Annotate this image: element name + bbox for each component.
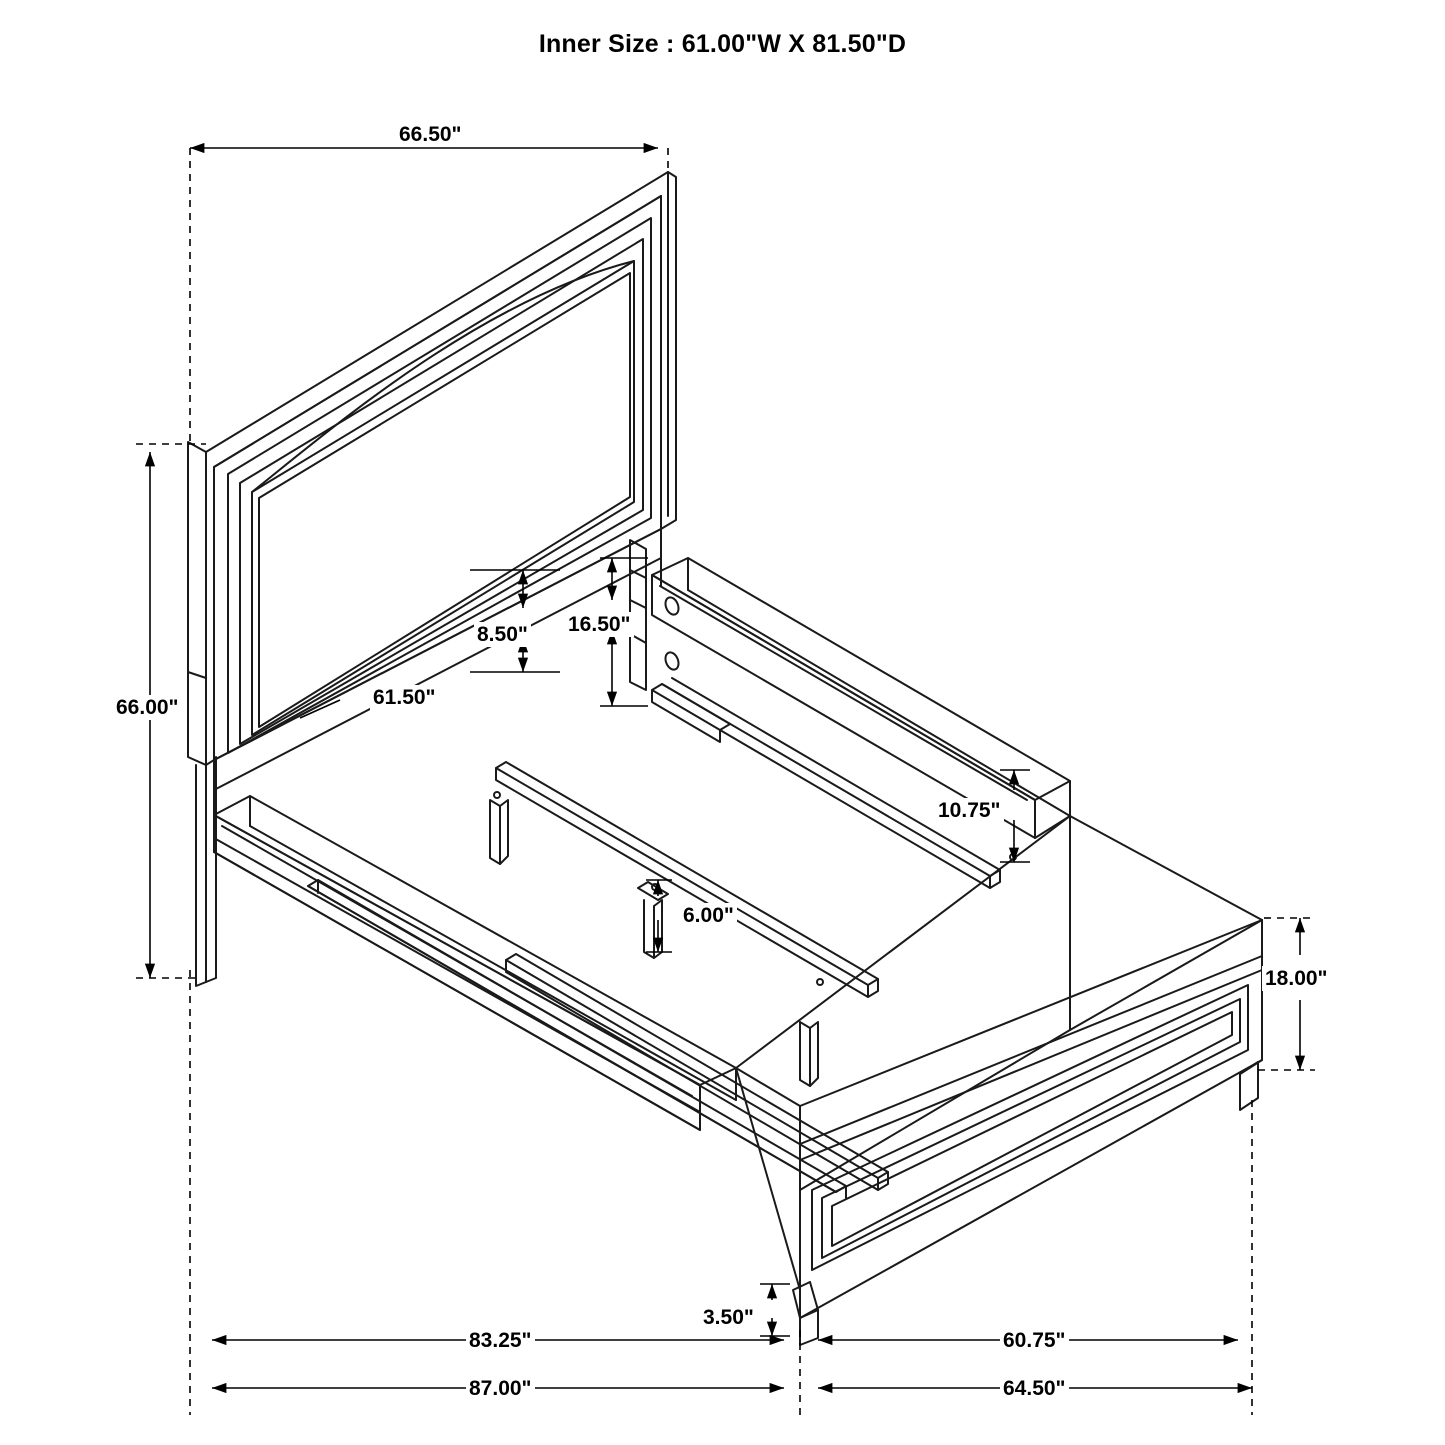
dimension-label-inner-length: 83.25": [466, 1328, 535, 1353]
dimension-label-headboard-height: 66.00": [113, 695, 182, 720]
dimension-label-overall-width: 64.50": [1000, 1376, 1069, 1401]
dimension-label-rail-gap: 8.50": [474, 622, 531, 647]
dimension-label-headboard-width: 66.50": [396, 122, 465, 147]
dimension-label-center-support-height: 6.00": [680, 903, 737, 928]
dimension-label-overall-length: 87.00": [466, 1376, 535, 1401]
dimension-label-headboard-inner-width: 61.50": [370, 685, 439, 710]
dimension-label-foot-leg-height: 3.50": [700, 1305, 757, 1330]
dimension-label-footboard-height: 18.00": [1262, 966, 1331, 991]
dimension-label-rail-height: 16.50": [565, 612, 634, 637]
page-title: Inner Size : 61.00"W X 81.50"D: [538, 30, 907, 58]
bed-geometry: [188, 172, 1262, 1345]
dimension-lines: [136, 148, 1315, 1415]
dimension-label-side-rail-height: 10.75": [935, 798, 1004, 823]
dimension-label-inner-width: 60.75": [1000, 1328, 1069, 1353]
